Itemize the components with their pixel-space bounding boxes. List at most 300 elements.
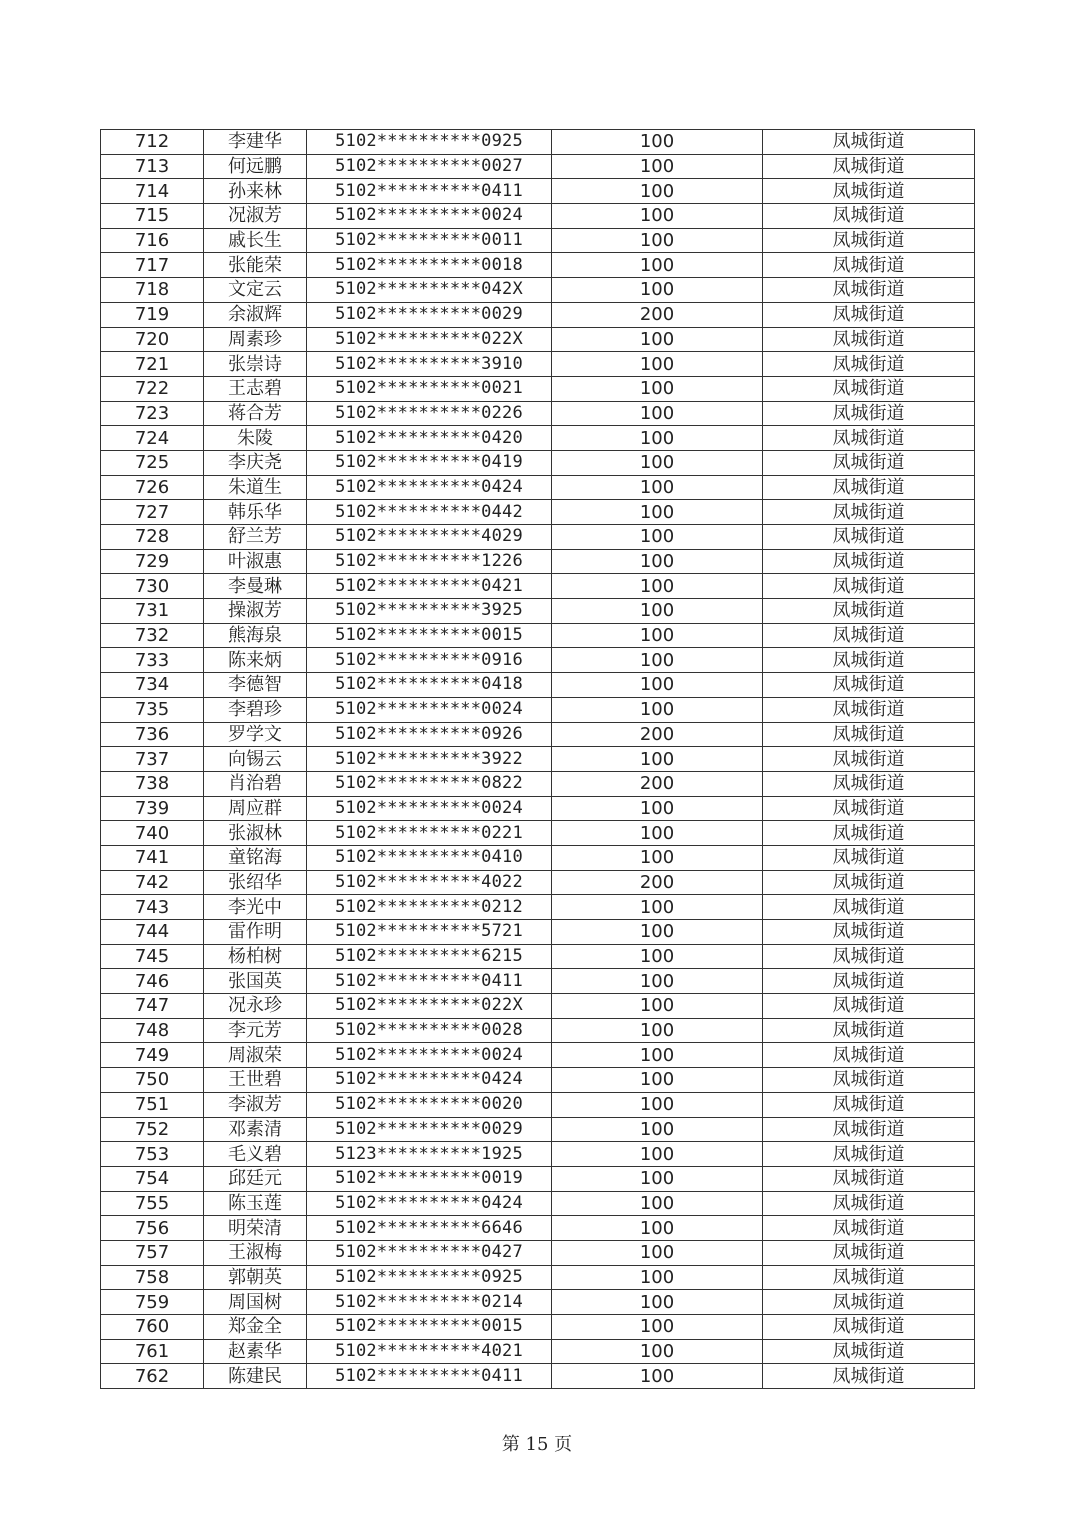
table-row (101, 1043, 975, 1068)
id-number-cell: 5102**********0411 (307, 969, 552, 994)
id-number-cell: 5102**********0916 (307, 648, 552, 673)
amount-cell: 100 (552, 1166, 763, 1191)
name-cell: 陈玉莲 (204, 1191, 307, 1216)
district-cell: 凤城街道 (763, 179, 975, 204)
table-row (101, 204, 975, 229)
amount-cell: 100 (552, 821, 763, 846)
district-cell: 凤城街道 (763, 130, 975, 155)
row-number-cell: 730 (101, 574, 204, 599)
table-row (101, 821, 975, 846)
row-number-cell: 751 (101, 1092, 204, 1117)
district-cell: 凤城街道 (763, 253, 975, 278)
id-number-cell: 5102**********0424 (307, 1191, 552, 1216)
district-cell: 凤城街道 (763, 895, 975, 920)
row-number-cell: 749 (101, 1043, 204, 1068)
row-number-cell: 752 (101, 1117, 204, 1142)
district-cell: 凤城街道 (763, 747, 975, 772)
table-row (101, 1216, 975, 1241)
name-cell: 况永珍 (204, 994, 307, 1019)
name-cell: 王世碧 (204, 1068, 307, 1093)
row-number-cell: 717 (101, 253, 204, 278)
district-cell: 凤城街道 (763, 1216, 975, 1241)
name-cell: 向锡云 (204, 747, 307, 772)
id-number-cell: 5102**********0020 (307, 1092, 552, 1117)
table-row (101, 549, 975, 574)
table-body (101, 130, 975, 1389)
amount-cell: 100 (552, 920, 763, 945)
table-row (101, 697, 975, 722)
table-row (101, 969, 975, 994)
row-number-cell: 757 (101, 1240, 204, 1265)
amount-cell: 100 (552, 1092, 763, 1117)
name-cell: 熊海泉 (204, 623, 307, 648)
table-row (101, 771, 975, 796)
amount-cell: 100 (552, 1290, 763, 1315)
name-cell: 周淑荣 (204, 1043, 307, 1068)
name-cell: 王志碧 (204, 376, 307, 401)
table-row (101, 845, 975, 870)
district-cell: 凤城街道 (763, 1117, 975, 1142)
id-number-cell: 5102**********0424 (307, 1068, 552, 1093)
row-number-cell: 744 (101, 920, 204, 945)
amount-cell: 100 (552, 549, 763, 574)
table-row (101, 944, 975, 969)
table-row (101, 1166, 975, 1191)
table-row (101, 673, 975, 698)
amount-cell: 100 (552, 697, 763, 722)
name-cell: 郭朝英 (204, 1265, 307, 1290)
district-cell: 凤城街道 (763, 1339, 975, 1364)
name-cell: 童铭海 (204, 845, 307, 870)
name-cell: 李曼琳 (204, 574, 307, 599)
district-cell: 凤城街道 (763, 1043, 975, 1068)
id-number-cell: 5102**********0029 (307, 302, 552, 327)
district-cell: 凤城街道 (763, 1364, 975, 1389)
amount-cell: 100 (552, 969, 763, 994)
amount-cell: 100 (552, 648, 763, 673)
table-row (101, 1018, 975, 1043)
row-number-cell: 758 (101, 1265, 204, 1290)
amount-cell: 100 (552, 154, 763, 179)
row-number-cell: 753 (101, 1142, 204, 1167)
name-cell: 周应群 (204, 796, 307, 821)
amount-cell: 200 (552, 771, 763, 796)
table-row (101, 1092, 975, 1117)
name-cell: 况淑芳 (204, 204, 307, 229)
table-row (101, 278, 975, 303)
row-number-cell: 727 (101, 500, 204, 525)
name-cell: 罗学文 (204, 722, 307, 747)
row-number-cell: 754 (101, 1166, 204, 1191)
id-number-cell: 5102**********0926 (307, 722, 552, 747)
name-cell: 李淑芳 (204, 1092, 307, 1117)
amount-cell: 200 (552, 302, 763, 327)
id-number-cell: 5102**********0015 (307, 1315, 552, 1340)
table-row (101, 1117, 975, 1142)
row-number-cell: 735 (101, 697, 204, 722)
name-cell: 陈来炳 (204, 648, 307, 673)
table-row (101, 253, 975, 278)
name-cell: 郑金全 (204, 1315, 307, 1340)
district-cell: 凤城街道 (763, 870, 975, 895)
district-cell: 凤城街道 (763, 1240, 975, 1265)
table-row (101, 179, 975, 204)
district-cell: 凤城街道 (763, 549, 975, 574)
amount-cell: 200 (552, 870, 763, 895)
district-cell: 凤城街道 (763, 1092, 975, 1117)
id-number-cell: 5102**********4021 (307, 1339, 552, 1364)
table-row (101, 426, 975, 451)
id-number-cell: 5102**********0420 (307, 426, 552, 451)
id-number-cell: 5102**********022X (307, 327, 552, 352)
name-cell: 周素珍 (204, 327, 307, 352)
amount-cell: 200 (552, 722, 763, 747)
name-cell: 李建华 (204, 130, 307, 155)
id-number-cell: 5102**********0411 (307, 179, 552, 204)
amount-cell: 100 (552, 994, 763, 1019)
row-number-cell: 722 (101, 376, 204, 401)
row-number-cell: 723 (101, 401, 204, 426)
table-row (101, 599, 975, 624)
amount-cell: 100 (552, 1142, 763, 1167)
id-number-cell: 5102**********0019 (307, 1166, 552, 1191)
district-cell: 凤城街道 (763, 944, 975, 969)
amount-cell: 100 (552, 426, 763, 451)
table-row (101, 302, 975, 327)
name-cell: 邱廷元 (204, 1166, 307, 1191)
id-number-cell: 5102**********0925 (307, 1265, 552, 1290)
id-number-cell: 5102**********0226 (307, 401, 552, 426)
amount-cell: 100 (552, 1265, 763, 1290)
row-number-cell: 733 (101, 648, 204, 673)
id-number-cell: 5102**********3925 (307, 599, 552, 624)
district-cell: 凤城街道 (763, 327, 975, 352)
amount-cell: 100 (552, 278, 763, 303)
table-row (101, 1290, 975, 1315)
table-row (101, 450, 975, 475)
district-cell: 凤城街道 (763, 994, 975, 1019)
id-number-cell: 5102**********0024 (307, 697, 552, 722)
row-number-cell: 725 (101, 450, 204, 475)
row-number-cell: 721 (101, 352, 204, 377)
amount-cell: 100 (552, 352, 763, 377)
row-number-cell: 762 (101, 1364, 204, 1389)
id-number-cell: 5102**********1226 (307, 549, 552, 574)
district-cell: 凤城街道 (763, 845, 975, 870)
name-cell: 李碧珍 (204, 697, 307, 722)
district-cell: 凤城街道 (763, 278, 975, 303)
table-row (101, 376, 975, 401)
id-number-cell: 5102**********0411 (307, 1364, 552, 1389)
amount-cell: 100 (552, 1043, 763, 1068)
table-row (101, 1068, 975, 1093)
name-cell: 李德智 (204, 673, 307, 698)
id-number-cell: 5102**********5721 (307, 920, 552, 945)
row-number-cell: 738 (101, 771, 204, 796)
district-cell: 凤城街道 (763, 673, 975, 698)
row-number-cell: 737 (101, 747, 204, 772)
amount-cell: 100 (552, 228, 763, 253)
id-number-cell: 5102**********0028 (307, 1018, 552, 1043)
table-row (101, 994, 975, 1019)
id-number-cell: 5102**********4022 (307, 870, 552, 895)
table-row (101, 1191, 975, 1216)
district-cell: 凤城街道 (763, 426, 975, 451)
amount-cell: 100 (552, 574, 763, 599)
amount-cell: 100 (552, 1339, 763, 1364)
district-cell: 凤城街道 (763, 376, 975, 401)
amount-cell: 100 (552, 1117, 763, 1142)
row-number-cell: 746 (101, 969, 204, 994)
district-cell: 凤城街道 (763, 475, 975, 500)
name-cell: 文定云 (204, 278, 307, 303)
amount-cell: 100 (552, 673, 763, 698)
district-cell: 凤城街道 (763, 525, 975, 550)
id-number-cell: 5102**********6215 (307, 944, 552, 969)
id-number-cell: 5102**********0410 (307, 845, 552, 870)
amount-cell: 100 (552, 525, 763, 550)
row-number-cell: 739 (101, 796, 204, 821)
amount-cell: 100 (552, 130, 763, 155)
id-number-cell: 5102**********0027 (307, 154, 552, 179)
row-number-cell: 750 (101, 1068, 204, 1093)
name-cell: 杨柏树 (204, 944, 307, 969)
name-cell: 朱道生 (204, 475, 307, 500)
table-row (101, 648, 975, 673)
amount-cell: 100 (552, 1191, 763, 1216)
id-number-cell: 5102**********0424 (307, 475, 552, 500)
data-table (100, 129, 975, 1389)
id-number-cell: 5102**********042X (307, 278, 552, 303)
name-cell: 张崇诗 (204, 352, 307, 377)
id-number-cell: 5102**********022X (307, 994, 552, 1019)
id-number-cell: 5102**********0421 (307, 574, 552, 599)
row-number-cell: 732 (101, 623, 204, 648)
row-number-cell: 724 (101, 426, 204, 451)
name-cell: 张能荣 (204, 253, 307, 278)
id-number-cell: 5102**********3910 (307, 352, 552, 377)
district-cell: 凤城街道 (763, 401, 975, 426)
row-number-cell: 716 (101, 228, 204, 253)
name-cell: 明荣清 (204, 1216, 307, 1241)
table-row (101, 796, 975, 821)
id-number-cell: 5102**********0822 (307, 771, 552, 796)
district-cell: 凤城街道 (763, 1290, 975, 1315)
district-cell: 凤城街道 (763, 1315, 975, 1340)
id-number-cell: 5102**********6646 (307, 1216, 552, 1241)
amount-cell: 100 (552, 1315, 763, 1340)
id-number-cell: 5102**********0029 (307, 1117, 552, 1142)
name-cell: 张绍华 (204, 870, 307, 895)
amount-cell: 100 (552, 1018, 763, 1043)
district-cell: 凤城街道 (763, 599, 975, 624)
district-cell: 凤城街道 (763, 574, 975, 599)
district-cell: 凤城街道 (763, 1166, 975, 1191)
row-number-cell: 720 (101, 327, 204, 352)
district-cell: 凤城街道 (763, 771, 975, 796)
row-number-cell: 743 (101, 895, 204, 920)
row-number-cell: 761 (101, 1339, 204, 1364)
name-cell: 蒋合芳 (204, 401, 307, 426)
district-cell: 凤城街道 (763, 920, 975, 945)
id-number-cell: 5102**********0015 (307, 623, 552, 648)
name-cell: 叶淑惠 (204, 549, 307, 574)
district-cell: 凤城街道 (763, 821, 975, 846)
district-cell: 凤城街道 (763, 1142, 975, 1167)
table-row (101, 1339, 975, 1364)
amount-cell: 100 (552, 475, 763, 500)
row-number-cell: 748 (101, 1018, 204, 1043)
name-cell: 雷作明 (204, 920, 307, 945)
id-number-cell: 5102**********0212 (307, 895, 552, 920)
amount-cell: 100 (552, 500, 763, 525)
amount-cell: 100 (552, 1216, 763, 1241)
table-row (101, 1240, 975, 1265)
amount-cell: 100 (552, 1240, 763, 1265)
name-cell: 毛义碧 (204, 1142, 307, 1167)
row-number-cell: 759 (101, 1290, 204, 1315)
name-cell: 王淑梅 (204, 1240, 307, 1265)
name-cell: 操淑芳 (204, 599, 307, 624)
name-cell: 赵素华 (204, 1339, 307, 1364)
row-number-cell: 712 (101, 130, 204, 155)
row-number-cell: 713 (101, 154, 204, 179)
name-cell: 孙来林 (204, 179, 307, 204)
id-number-cell: 5102**********0214 (307, 1290, 552, 1315)
district-cell: 凤城街道 (763, 450, 975, 475)
id-number-cell: 5102**********0925 (307, 130, 552, 155)
row-number-cell: 719 (101, 302, 204, 327)
district-cell: 凤城街道 (763, 697, 975, 722)
row-number-cell: 736 (101, 722, 204, 747)
table-row (101, 500, 975, 525)
name-cell: 戚长生 (204, 228, 307, 253)
amount-cell: 100 (552, 327, 763, 352)
amount-cell: 100 (552, 179, 763, 204)
district-cell: 凤城街道 (763, 228, 975, 253)
table-row (101, 525, 975, 550)
id-number-cell: 5102**********0011 (307, 228, 552, 253)
amount-cell: 100 (552, 796, 763, 821)
name-cell: 张淑林 (204, 821, 307, 846)
row-number-cell: 728 (101, 525, 204, 550)
page-number: 第 15 页 (501, 1434, 573, 1455)
row-number-cell: 714 (101, 179, 204, 204)
name-cell: 何远鹏 (204, 154, 307, 179)
table-row (101, 327, 975, 352)
name-cell: 邓素清 (204, 1117, 307, 1142)
district-cell: 凤城街道 (763, 623, 975, 648)
row-number-cell: 742 (101, 870, 204, 895)
district-cell: 凤城街道 (763, 500, 975, 525)
district-cell: 凤城街道 (763, 722, 975, 747)
table-row (101, 1142, 975, 1167)
district-cell: 凤城街道 (763, 648, 975, 673)
district-cell: 凤城街道 (763, 1191, 975, 1216)
name-cell: 陈建民 (204, 1364, 307, 1389)
row-number-cell: 756 (101, 1216, 204, 1241)
amount-cell: 100 (552, 401, 763, 426)
table-row (101, 623, 975, 648)
amount-cell: 100 (552, 599, 763, 624)
table-row (101, 401, 975, 426)
row-number-cell: 726 (101, 475, 204, 500)
id-number-cell: 5102**********0021 (307, 376, 552, 401)
table-row (101, 895, 975, 920)
amount-cell: 100 (552, 845, 763, 870)
name-cell: 余淑辉 (204, 302, 307, 327)
amount-cell: 100 (552, 623, 763, 648)
table-row (101, 1364, 975, 1389)
amount-cell: 100 (552, 450, 763, 475)
id-number-cell: 5102**********0442 (307, 500, 552, 525)
row-number-cell: 740 (101, 821, 204, 846)
name-cell: 李光中 (204, 895, 307, 920)
amount-cell: 100 (552, 204, 763, 229)
table-row (101, 870, 975, 895)
table-row (101, 154, 975, 179)
name-cell: 周国树 (204, 1290, 307, 1315)
id-number-cell: 5102**********0018 (307, 253, 552, 278)
district-cell: 凤城街道 (763, 352, 975, 377)
district-cell: 凤城街道 (763, 1018, 975, 1043)
id-number-cell: 5102**********4029 (307, 525, 552, 550)
district-cell: 凤城街道 (763, 796, 975, 821)
table-row (101, 574, 975, 599)
id-number-cell: 5123**********1925 (307, 1142, 552, 1167)
district-cell: 凤城街道 (763, 969, 975, 994)
amount-cell: 100 (552, 895, 763, 920)
row-number-cell: 715 (101, 204, 204, 229)
district-cell: 凤城街道 (763, 1265, 975, 1290)
row-number-cell: 731 (101, 599, 204, 624)
table-row (101, 920, 975, 945)
name-cell: 朱陵 (204, 426, 307, 451)
table-row (101, 722, 975, 747)
amount-cell: 100 (552, 747, 763, 772)
table-row (101, 475, 975, 500)
amount-cell: 100 (552, 253, 763, 278)
id-number-cell: 5102**********3922 (307, 747, 552, 772)
row-number-cell: 747 (101, 994, 204, 1019)
name-cell: 李庆尧 (204, 450, 307, 475)
table-row (101, 1265, 975, 1290)
id-number-cell: 5102**********0221 (307, 821, 552, 846)
row-number-cell: 729 (101, 549, 204, 574)
row-number-cell: 745 (101, 944, 204, 969)
district-cell: 凤城街道 (763, 1068, 975, 1093)
id-number-cell: 5102**********0024 (307, 796, 552, 821)
id-number-cell: 5102**********0024 (307, 1043, 552, 1068)
row-number-cell: 718 (101, 278, 204, 303)
row-number-cell: 741 (101, 845, 204, 870)
name-cell: 张国英 (204, 969, 307, 994)
table-row (101, 130, 975, 155)
id-number-cell: 5102**********0427 (307, 1240, 552, 1265)
amount-cell: 100 (552, 376, 763, 401)
amount-cell: 100 (552, 1068, 763, 1093)
table-row (101, 1315, 975, 1340)
table-row (101, 747, 975, 772)
id-number-cell: 5102**********0419 (307, 450, 552, 475)
district-cell: 凤城街道 (763, 154, 975, 179)
id-number-cell: 5102**********0024 (307, 204, 552, 229)
row-number-cell: 755 (101, 1191, 204, 1216)
id-number-cell: 5102**********0418 (307, 673, 552, 698)
table-row (101, 352, 975, 377)
row-number-cell: 734 (101, 673, 204, 698)
district-cell: 凤城街道 (763, 204, 975, 229)
